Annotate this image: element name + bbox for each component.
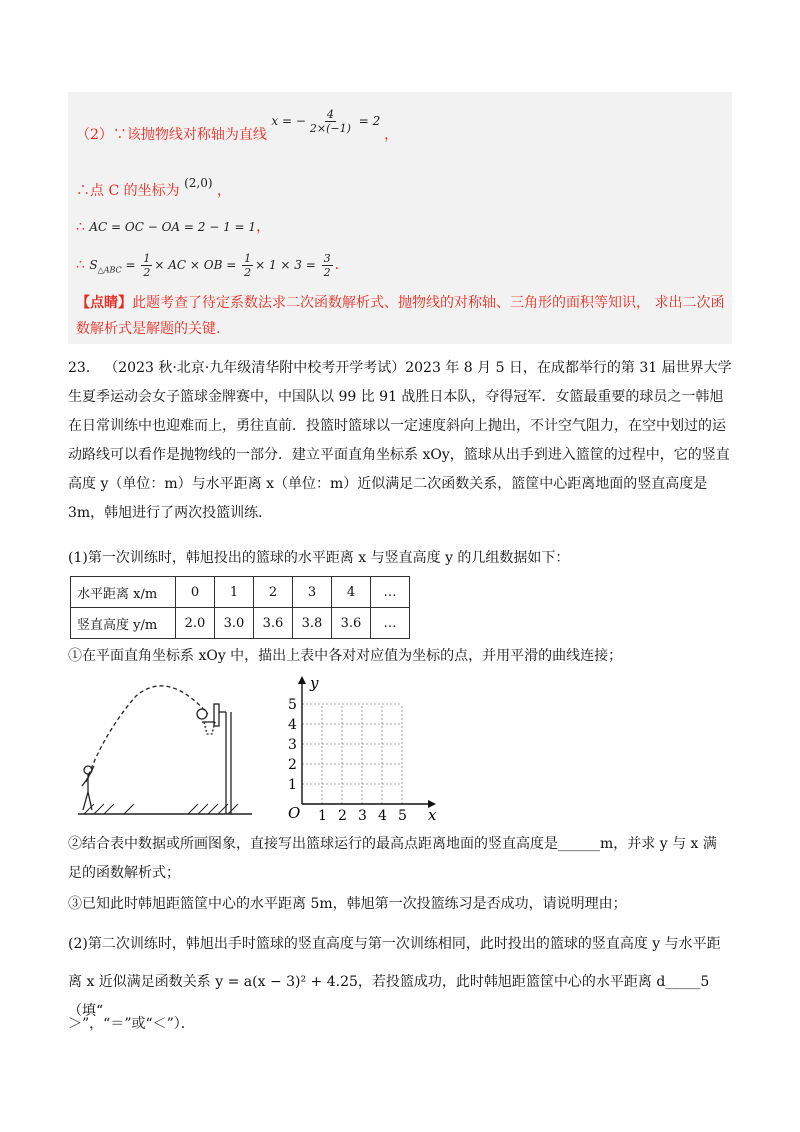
solution-block: [68, 92, 732, 344]
question-intro: 23． （2023 秋·北京·九年级清华附中校考开学考试）2023 年 8 月 5 日，在成都举行的第 31 届世界大学生夏季运动会女子篮球金牌赛中，中国队以 99 比 91 战胜日本队，夺得冠军．女篮最重要的球员之一韩旭在日常训练中也迎难而上，勇往直前．投篮时篮球以一定速度斜向上抛出，不计空气阻力，在空中划过的运动路线可以看作是抛物线的一部分．建立平面直角坐标系 xOy，篮球从出手到进入篮筐的过程中，它的竖直高度 y（单位：m）与水平距离 x（单位：m）近似满足二次函数关系，篮筐中心距离地面的竖直高度是 3m，韩旭进行了两次投篮训练．: [68, 360, 732, 521]
y-axis-label: y: [310, 674, 319, 692]
origin-label: O: [288, 804, 301, 822]
table-cell: 3.0: [215, 608, 254, 639]
table-cell: 3: [293, 577, 332, 608]
table-cell: 1: [215, 577, 254, 608]
solution-line-area: ∴ $S_{\triangle ABC}$ = $\frac{1}{2}$ × AC × OB = $\frac{1}{2}$ × 1 × 3 = $\frac{3}{2}$ ．: [76, 252, 349, 279]
y-tick-label: 5: [288, 697, 297, 713]
hoop-stand: [197, 704, 231, 814]
table-cell: 3.6: [332, 608, 371, 639]
table-row: [71, 608, 410, 639]
solution-line-ac: ∴ AC = OC − OA = 2 − 1 = 1，: [76, 219, 271, 235]
table-cell: 3.6: [254, 608, 293, 639]
y-axis-arrow: [298, 676, 306, 684]
x-tick-label: 2: [338, 808, 347, 822]
table-row-label: 水平距离 x/m: [71, 577, 176, 608]
table-cell: 0: [176, 577, 215, 608]
question-step2-line1: ②结合表中数据或所画图象，直接写出篮球运行的最高点距离地面的竖直高度是______m，并求 y 与 x 满: [68, 836, 717, 852]
basketball-illustration: [68, 674, 252, 824]
x-tick-label: 1: [318, 808, 327, 822]
question-step3: ③已知此时韩旭距篮筐中心的水平距离 5m，韩旭第一次投篮练习是否成功，请说明理由；: [68, 896, 627, 912]
table-cell: …: [371, 577, 410, 608]
table-cell: 2.0: [176, 608, 215, 639]
x-tick-label: 5: [398, 808, 407, 822]
table-cell: …: [371, 608, 410, 639]
y-tick-label: 1: [288, 777, 297, 793]
x-axis-label: x: [428, 806, 437, 822]
table-cell: 3.8: [293, 608, 332, 639]
y-tick-label: 2: [288, 757, 297, 773]
question-step2-line2: 足的函数解析式；: [68, 865, 180, 881]
table-row-label: 竖直高度 y/m: [71, 608, 176, 639]
solution-note: 【点睛】此题考查了待定系数法求二次函数解析式、抛物线的对称轴、三角形的面积等知识， 求出二次函数解析式是解题的关键.: [76, 295, 725, 337]
question-part2-line3: ＞”，“＝”或“＜”）．: [68, 1016, 195, 1032]
question-part1: (1)第一次训练时，韩旭投出的篮球的水平距离 x 与竖直高度 y 的几组数据如下：: [68, 550, 570, 566]
player-figure: [82, 766, 94, 810]
x-tick-label: 4: [378, 808, 387, 822]
table-row: [71, 577, 410, 608]
question-part2-line1: (2)第二次训练时，韩旭出手时篮球的竖直高度与第一次训练相同，此时投出的篮球的竖直高度 y 与水平距: [68, 936, 721, 952]
solution-line-axis: （2）∵该抛物线对称轴为直线 x = − $\frac{4}{2\times(-1)}$ = 2 ，: [76, 108, 399, 143]
y-tick-label: 3: [288, 737, 297, 753]
question-part2-line2: 离 x 近似满足函数关系 y = a(x − 3)² + 4.25，若投篮成功，此时韩旭距篮筐中心的水平距离 d_____5（填“: [68, 974, 710, 1019]
solution-line-point-c: ∴点 C 的坐标为 (2,0) ，: [76, 176, 231, 199]
data-table: [70, 576, 410, 639]
coordinate-grid: [280, 672, 440, 822]
x-tick-label: 3: [358, 808, 367, 822]
table-cell: 4: [332, 577, 371, 608]
y-tick-label: 4: [288, 717, 297, 733]
question-step1: ①在平面直角坐标系 xOy 中，描出上表中各对对应值为坐标的点，并用平滑的曲线连接；: [68, 648, 623, 664]
table-cell: 2: [254, 577, 293, 608]
